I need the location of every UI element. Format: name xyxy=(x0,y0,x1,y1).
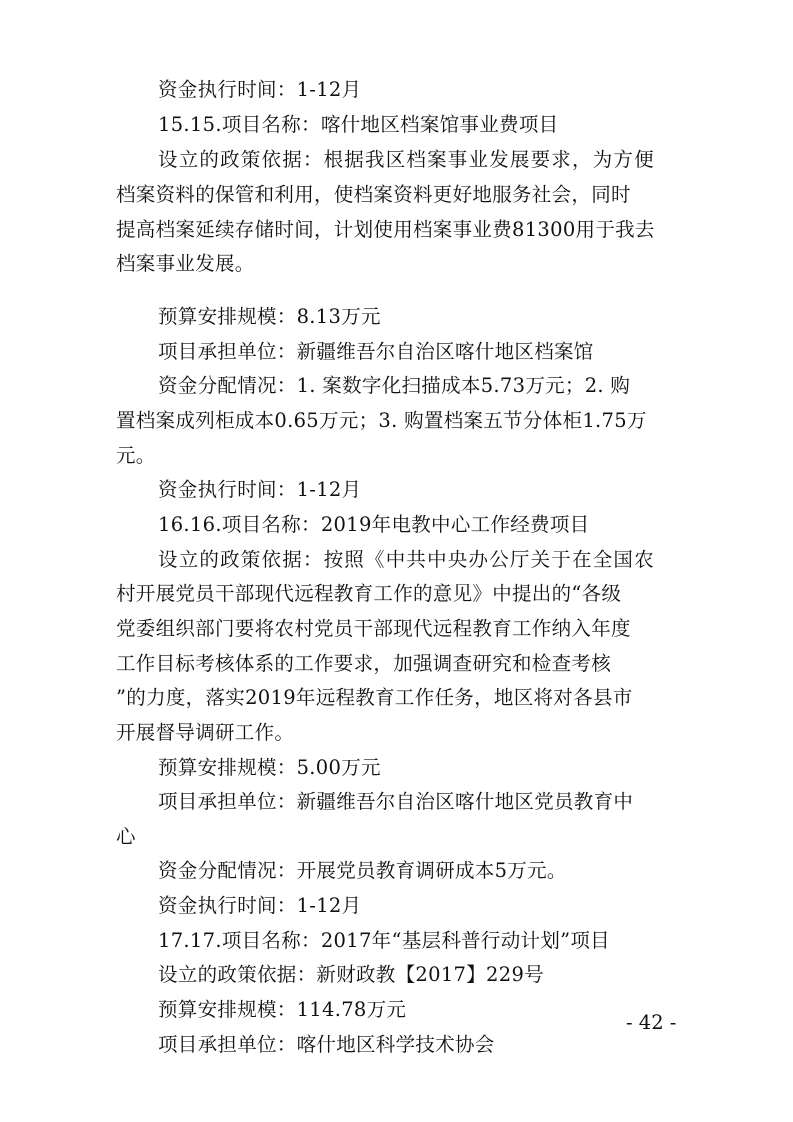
text-line: 预算安排规模：114.78万元 xyxy=(158,998,407,1021)
text-line: 预算安排规模：5.00万元 xyxy=(158,756,381,779)
text-line: 档案资料的保管和利用，使档案资料更好地服务社会，同时 xyxy=(116,183,631,206)
text-line: 村开展党员干部现代远程教育工作的意见》中提出的“各级 xyxy=(116,582,622,605)
text-line: 党委组织部门要将农村党员干部现代远程教育工作纳入年度 xyxy=(116,617,631,640)
text-line: 资金执行时间：1-12月 xyxy=(158,478,362,501)
text-line: 心 xyxy=(116,825,136,848)
text-line: 项目承担单位：新疆维吾尔自治区喀什地区档案馆 xyxy=(158,340,594,363)
text-line: 档案事业发展。 xyxy=(116,252,255,275)
text-line: 置档案成列柜成本0.65万元；3. 购置档案五节分体柜1.75万 xyxy=(116,409,647,432)
text-line: 15.15.项目名称：喀什地区档案馆事业费项目 xyxy=(158,113,559,136)
text-line: 资金执行时间：1-12月 xyxy=(158,78,362,101)
text-line: 预算安排规模：8.13万元 xyxy=(158,305,381,328)
text-line: 资金分配情况：开展党员教育调研成本5万元。 xyxy=(158,859,567,882)
text-line: 开展督导调研工作。 xyxy=(116,721,295,744)
text-line: 设立的政策依据：新财政教【2017】229号 xyxy=(158,963,544,986)
text-line: 设立的政策依据：按照《中共中央办公厅关于在全国农 xyxy=(158,548,655,571)
text-line: 元。 xyxy=(116,444,156,467)
text-line: 17.17.项目名称：2017年“基层科普行动计划”项目 xyxy=(158,929,610,952)
text-line: 设立的政策依据：根据我区档案事业发展要求，为方便 xyxy=(158,148,655,171)
text-line: 资金分配情况：1. 案数字化扫描成本5.73万元；2. 购 xyxy=(158,374,631,397)
text-line: 16.16.项目名称：2019年电教中心工作经费项目 xyxy=(158,513,590,536)
text-line: ”的力度，落实2019年远程教育工作任务，地区将对各县市 xyxy=(116,686,633,709)
text-line: 工作目标考核体系的工作要求，加强调查研究和检查考核 xyxy=(116,652,612,675)
text-line: 项目承担单位：喀什地区科学技术协会 xyxy=(158,1033,495,1056)
text-line: 提高档案延续存储时间，计划使用档案事业费81300用于我去 xyxy=(116,218,655,241)
page-number: - 42 - xyxy=(626,1011,677,1034)
text-line: 资金执行时间：1-12月 xyxy=(158,894,362,917)
text-line: 项目承担单位：新疆维吾尔自治区喀什地区党员教育中 xyxy=(158,790,634,813)
